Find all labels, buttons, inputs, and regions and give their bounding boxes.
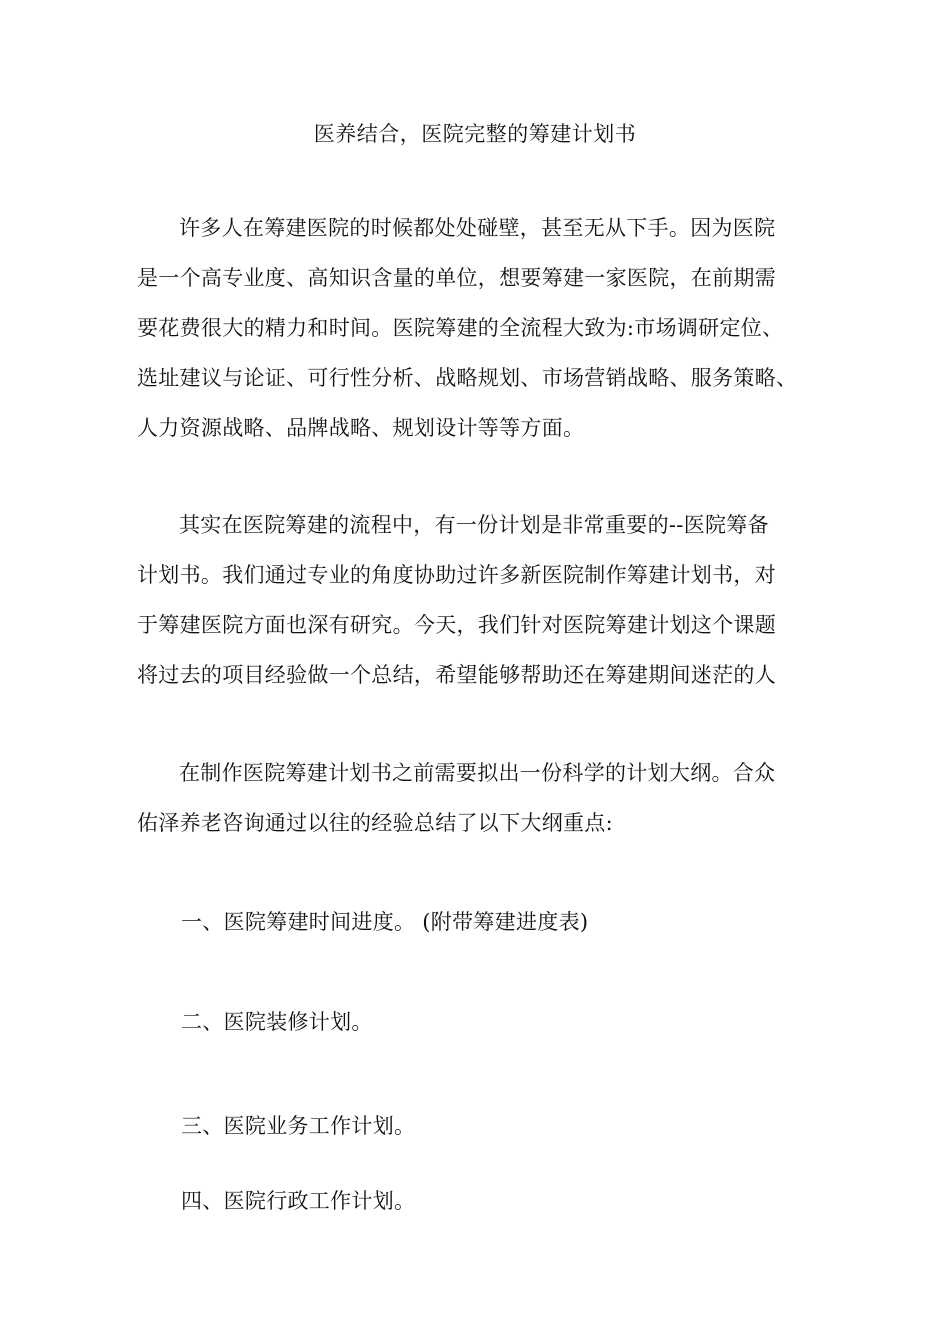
paragraph-plan-importance	[137, 500, 827, 700]
paragraph-outline-intro	[137, 748, 827, 848]
paragraph-line: 选址建议与论证、可行性分析、战略规划、市场营销战略、服务策略、	[137, 366, 798, 390]
paragraph-line: 于筹建医院方面也深有研究。今天，我们针对医院筹建计划这个课题	[137, 613, 776, 637]
outline-item-business: 三、医院业务工作计划。	[181, 1114, 416, 1138]
paragraph-line: 人力资源战略、品牌战略、规划设计等等方面。	[137, 416, 585, 440]
outline-item-renovation: 二、医院装修计划。	[181, 1010, 373, 1034]
paragraph-intro	[137, 203, 827, 453]
paragraph-line: 佑泽养老咨询通过以往的经验总结了以下大纲重点:	[137, 811, 613, 835]
paragraph-line: 将过去的项目经验做一个总结，希望能够帮助还在筹建期间迷茫的人	[137, 663, 776, 687]
paragraph-line: 在制作医院筹建计划书之前需要拟出一份科学的计划大纲。合众	[179, 761, 776, 785]
document-title: 医养结合，医院完整的筹建计划书	[313, 122, 637, 146]
outline-item-administration: 四、医院行政工作计划。	[181, 1189, 416, 1213]
paragraph-line: 计划书。我们通过专业的角度协助过许多新医院制作筹建计划书，对	[137, 563, 776, 587]
paragraph-line: 是一个高专业度、高知识含量的单位，想要筹建一家医院，在前期需	[137, 266, 776, 290]
paragraph-line: 要花费很大的精力和时间。医院筹建的全流程大致为:市场调研定位、	[137, 316, 784, 340]
paragraph-line: 许多人在筹建医院的时候都处处碰壁，甚至无从下手。因为医院	[179, 216, 776, 240]
outline-item-schedule: 一、医院筹建时间进度。 (附带筹建进度表)	[181, 910, 589, 934]
paragraph-line: 其实在医院筹建的流程中，有一份计划是非常重要的--医院筹备	[179, 513, 769, 537]
